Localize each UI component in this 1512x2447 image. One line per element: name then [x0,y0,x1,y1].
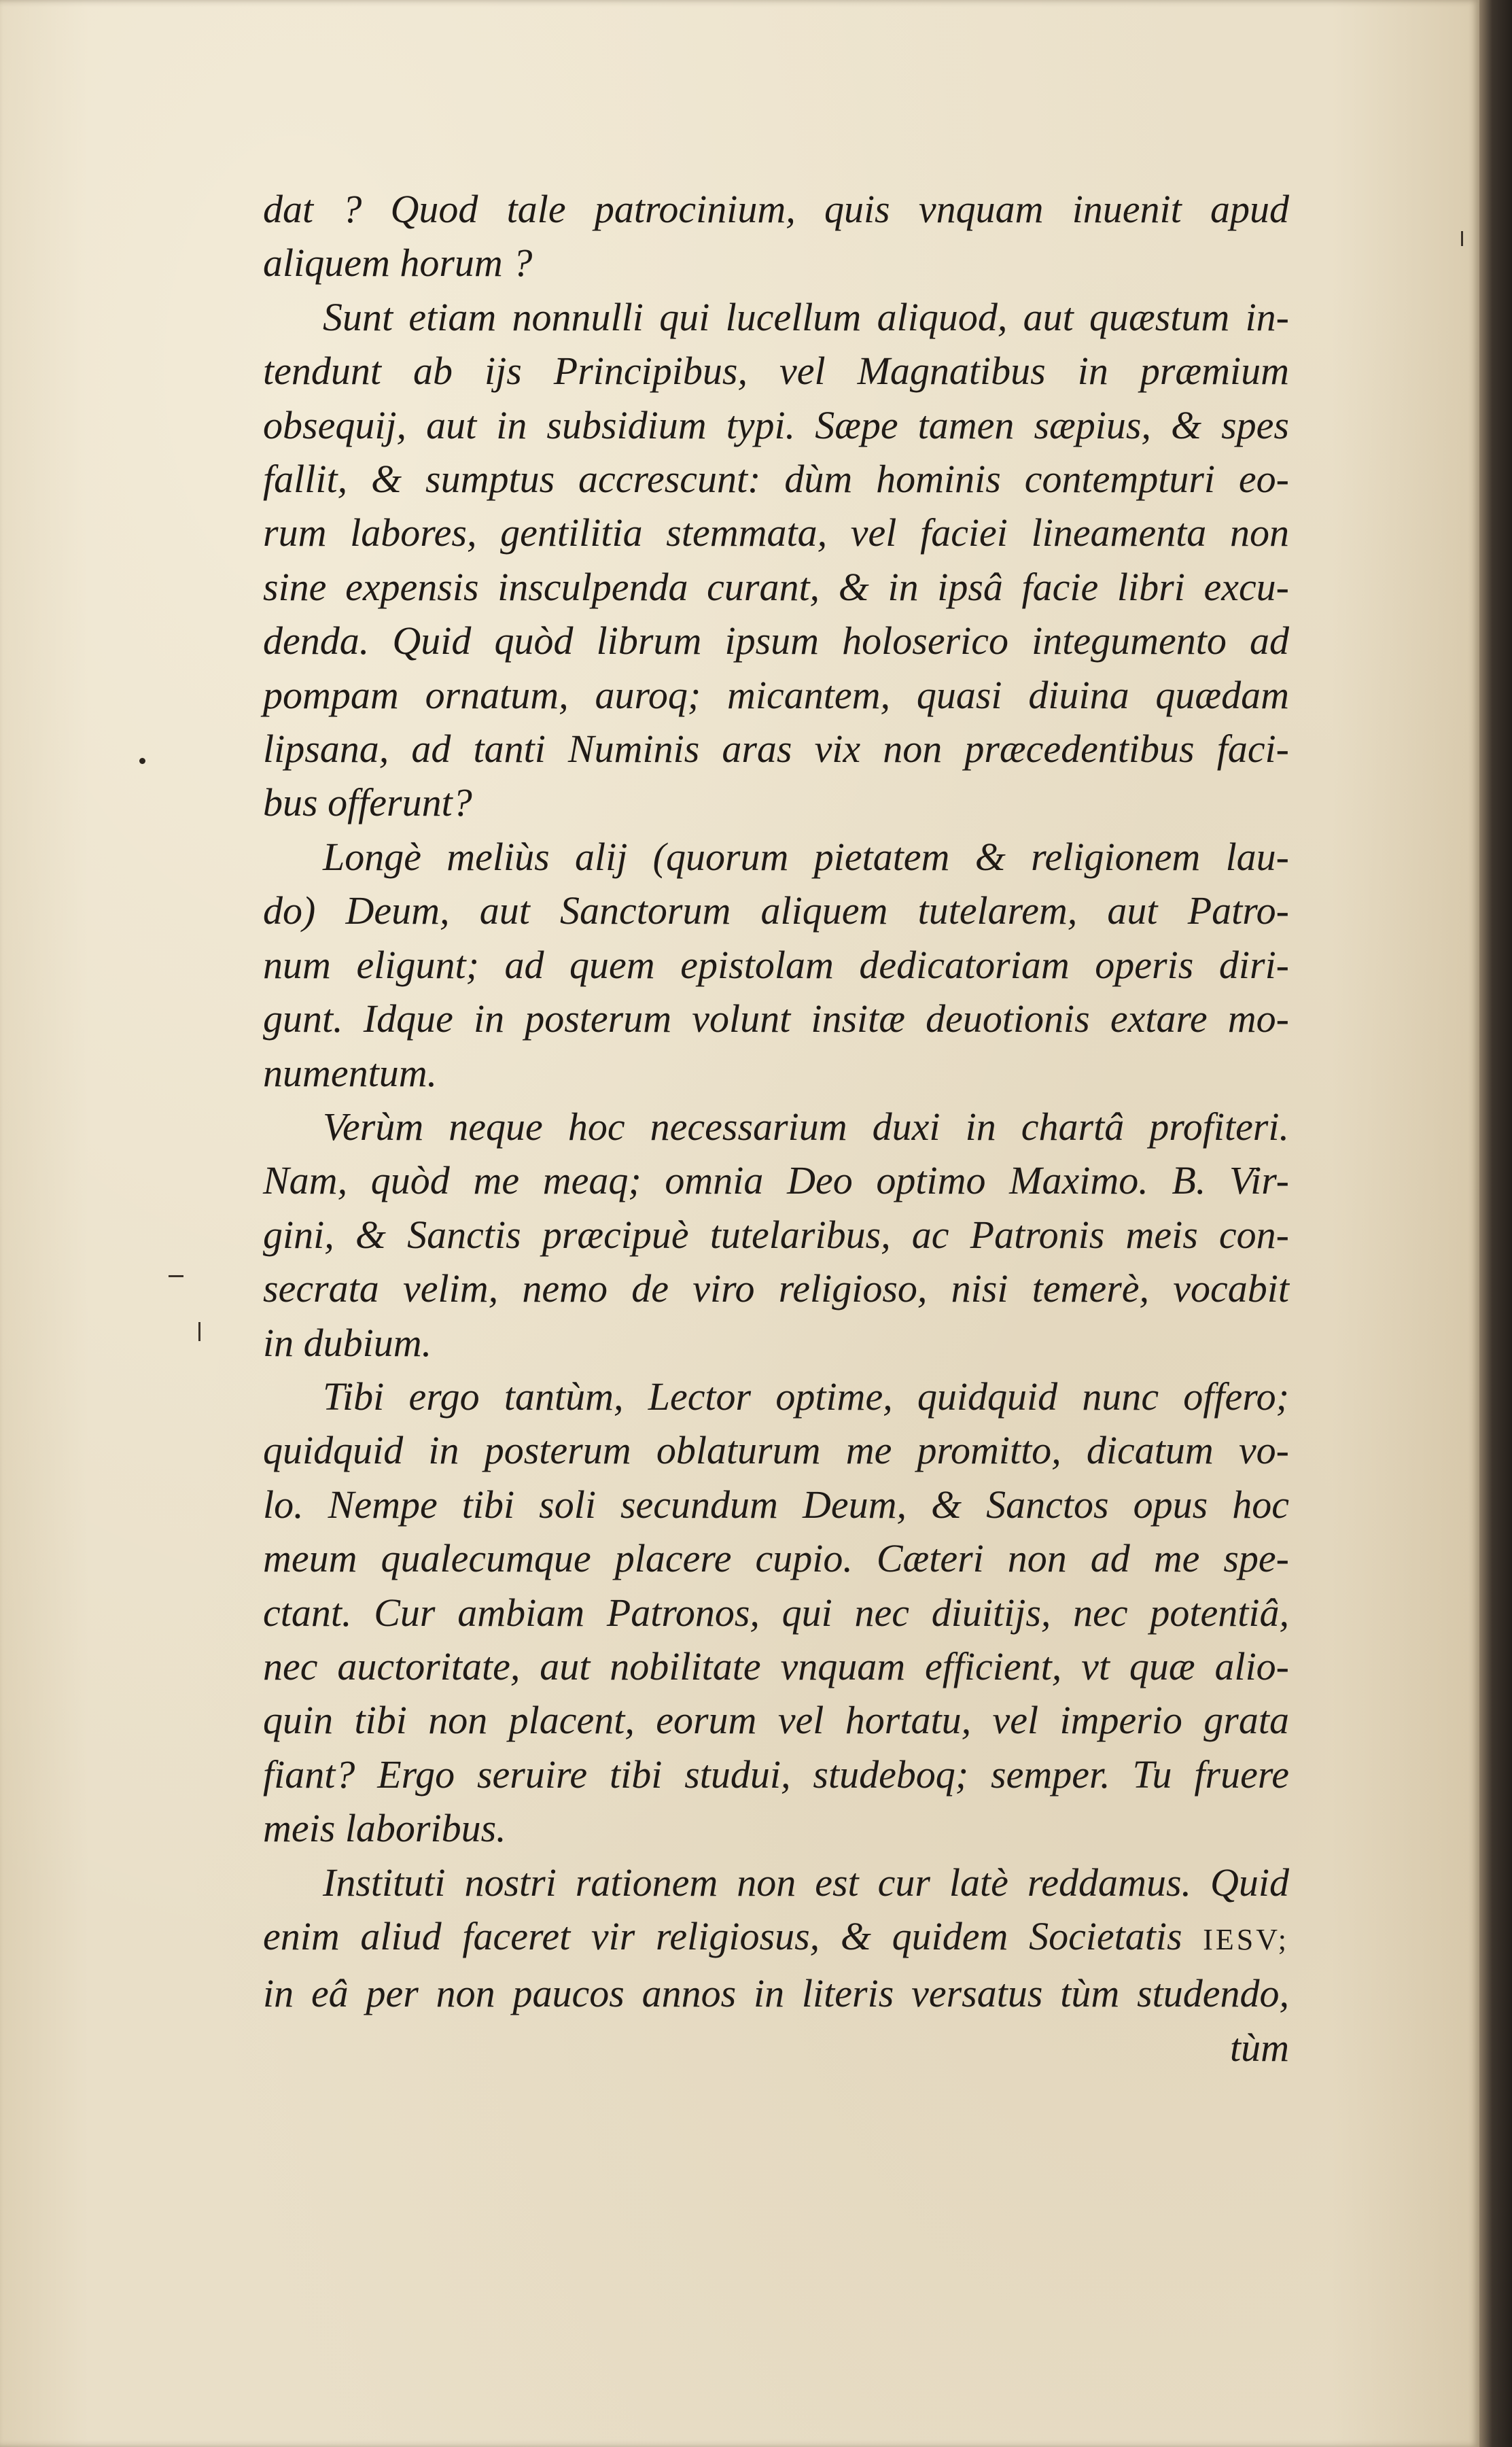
text-line: in dubium. [263,1320,432,1365]
text-line: Instituti nostri rationem non est cur latè reddamus. Quid [323,1860,1289,1905]
margin-dot-mark [139,758,145,764]
text-line: obsequij, aut in subsidium typi. Sæpe tamen sæpius, & spes [263,402,1289,447]
text-line: Verùm neque hoc necessarium duxi in chartâ profiteri. [323,1104,1289,1149]
text-line: tendunt ab ijs Principibus, vel Magnatibus in præmium [263,349,1289,394]
text-line: denda. Quid quòd librum ipsum holoserico integumento ad [263,619,1289,663]
text-line: num eligunt; ad quem epistolam dedicatoriam operis diri- [263,942,1289,987]
text-line-part: enim aliud faceret vir religiosus, & quidem Societatis [263,1914,1182,1958]
text-line: ctant. Cur ambiam Patronos, qui nec diuitijs, nec potentiâ, [263,1590,1289,1635]
text-line: rum labores, gentilitia stemmata, vel faciei lineamenta non [263,510,1289,555]
text-line: lipsana, ad tanti Numinis aras vix non præcedentibus faci- [263,727,1289,771]
text-line: quin tibi non placent, eorum vel hortatu, vel imperio grata [263,1698,1289,1743]
text-line: meum qualecumque placere cupio. Cæteri non ad me spe- [263,1536,1289,1581]
text-line: do) Deum, aut Sanctorum aliquem tutelarem, aut Patro- [263,888,1289,933]
margin-tick-mark-top [1461,231,1463,246]
text-line: Tibi ergo tantùm, Lector optime, quidquid nunc offero; [323,1374,1289,1419]
scanner-edge [1479,0,1512,2447]
text-line: gunt. Idque in posterum volunt insitæ deuotionis extare mo- [263,996,1289,1041]
text-line: Nam, quòd me meaq; omnia Deo optimo Maximo. B. Vir- [263,1158,1289,1203]
text-line: sine expensis insculpenda curant, & in ipsâ facie libri excu- [263,564,1289,609]
text-line: nec auctoritate, aut nobilitate vnquam efficient, vt quæ alio- [263,1644,1289,1688]
text-line: lo. Nempe tibi soli secundum Deum, & Sanctos opus hoc [263,1482,1289,1527]
text-line: secrata velim, nemo de viro religioso, nisi temerè, vocabit [263,1266,1289,1311]
text-line: numentum. [263,1050,438,1095]
text-line: aliquem horum ? [263,241,533,285]
catchword: tùm [1230,2025,1289,2070]
body-text [263,182,1289,2075]
text-line: pompam ornatum, auroq; micantem, quasi diuina quædam [263,672,1289,717]
text-line: Sunt etiam nonnulli qui lucellum aliquod, aut quæstum in- [323,294,1289,339]
text-line: bus offerunt? [263,780,472,825]
text-line: in eâ per non paucos annos in literis versatus tùm studendo, [263,1971,1289,2016]
small-caps-word: IESV; [1203,1923,1290,1956]
text-line: Longè meliùs alij (quorum pietatem & religionem lau- [323,834,1289,879]
margin-dash-mark [169,1275,183,1277]
text-line: gini, & Sanctis præcipuè tutelaribus, ac Patronis meis con- [263,1212,1289,1257]
text-line: fallit, & sumptus accrescunt: dùm hominis contempturi eo- [263,457,1289,502]
margin-tick-mark [198,1322,200,1341]
text-line: quidquid in posterum oblaturum me promitto, dicatum vo- [263,1428,1289,1473]
text-line: meis laboribus. [263,1806,506,1851]
text-line: dat ? Quod tale patrocinium, quis vnquam inuenit apud [263,187,1289,231]
text-line [263,1909,1289,1966]
text-line: fiant? Ergo seruire tibi studui, studeboq; semper. Tu fruere [263,1752,1289,1797]
